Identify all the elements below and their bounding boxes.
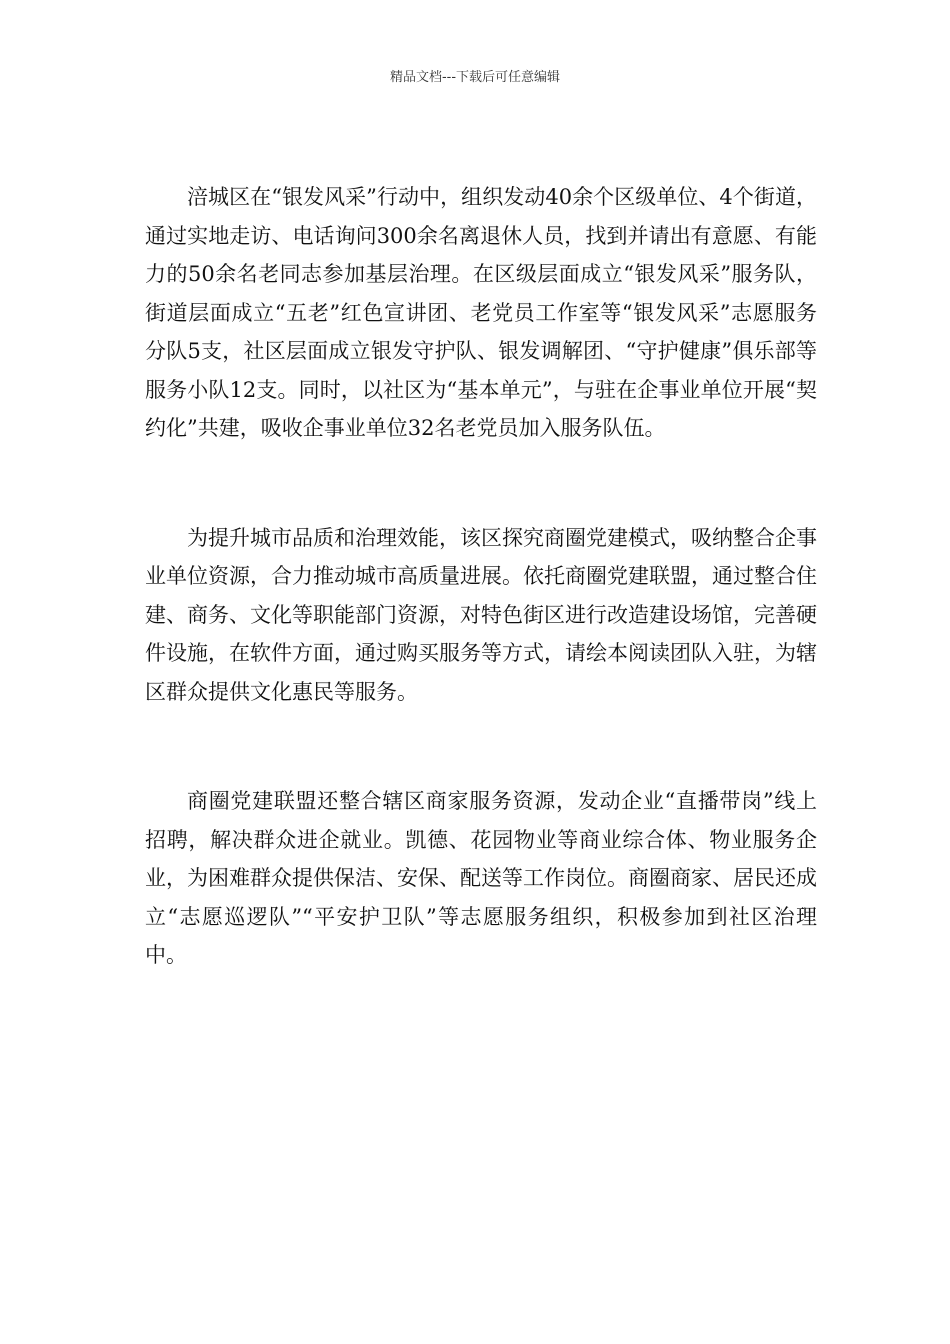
paragraph-3: 商圈党建联盟还整合辖区商家服务资源，发动企业“直播带岗”线上招聘，解决群众进企就业。凯德、花园物业等商业综合体、物业服务企业，为困难群众提供保洁、安保、配送等工作岗位。商圈商家、居民还成立“志愿巡逻队”“平安护卫队”等志愿服务组织，积极参加到社区治理中。 (145, 789, 817, 967)
page-header: 精品文档---下载后可任意编辑 (389, 70, 561, 85)
document-body (145, 178, 817, 1046)
paragraph-2: 为提升城市品质和治理效能，该区探究商圈党建模式，吸纳整合企事业单位资源，合力推动城市高质量进展。依托商圈党建联盟，通过整合住建、商务、文化等职能部门资源，对特色街区进行改造建设场馆，完善硬件设施，在软件方面，通过购买服务等方式，请绘本阅读团队入驻，为辖区群众提供文化惠民等服务。 (145, 525, 817, 704)
paragraph-1: 涪城区在“银发风采”行动中，组织发动40余个区级单位、4个街道，通过实地走访、电话询问300余名离退休人员，找到并请出有意愿、有能力的50余名老同志参加基层治理。在区级层面成立“银发风采”服务队，街道层面成立“五老”红色宣讲团、老党员工作室等“银发风采”志愿服务分队5支，社区层面成立银发守护队、银发调解团、“守护健康”俱乐部等服务小队12支。同时，以社区为“基本单元”，与驻在企事业单位开展“契约化”共建，吸收企事业单位32名老党员加入服务队伍。 (145, 185, 817, 440)
